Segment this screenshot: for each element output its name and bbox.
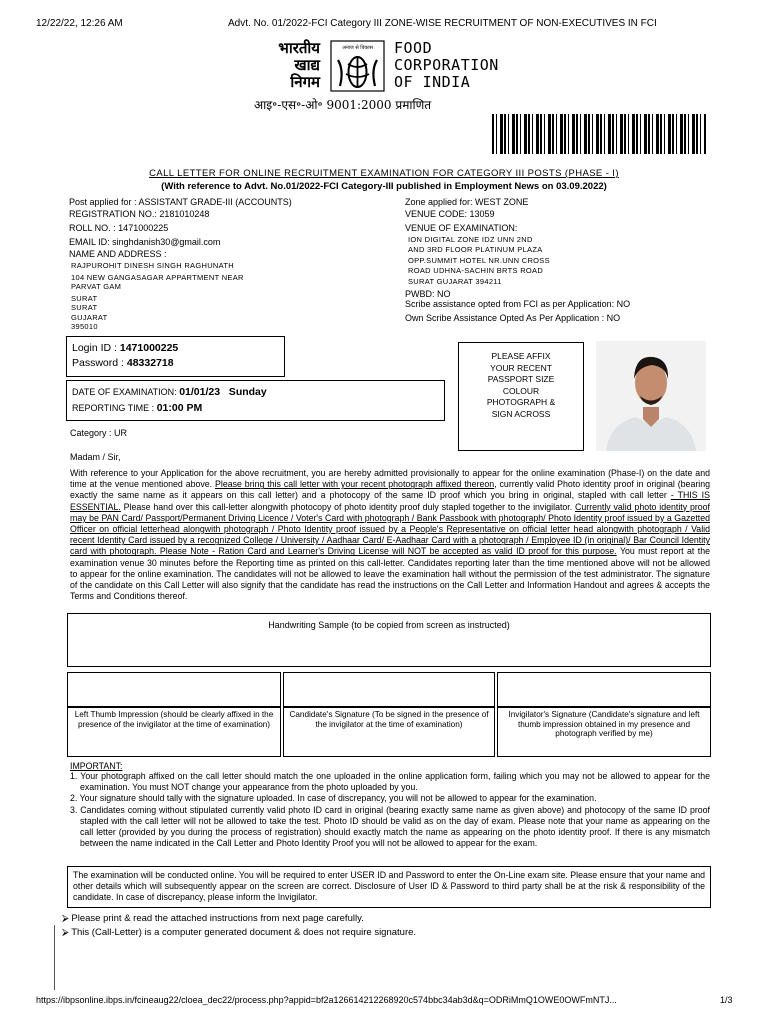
category: Category : UR (70, 428, 128, 438)
venue-address: ION DIGITAL ZONE IDZ UNN 2ND AND 3RD FLOOR PLATINUM PLAZA OPP.SUMMIT HOTEL NR.UNN CROSS ROAD UDHNA-SACHIN BRTS ROAD SURAT GUJARAT 394211 (408, 235, 550, 286)
password-value: 48332718 (126, 357, 174, 369)
page-border-line (54, 925, 55, 990)
password-label: Password : (72, 357, 127, 369)
print-url: https://ibpsonline.ibps.in/fcineaug22/cloea_dec22/process.php?appid=bf2a126614212268920c574bbc34ab3d&q=ODRiMmQ1OWE0OWFmNTJ... (36, 995, 617, 1005)
venue-label: VENUE OF EXAMINATION: (405, 223, 518, 233)
email-id: EMAIL ID: singhdanish30@gmail.com (69, 237, 221, 247)
important-list (70, 771, 710, 849)
pwbd-status: PWBD: NO (405, 289, 451, 299)
name-address-label: NAME AND ADDRESS : (69, 249, 167, 259)
exam-date-value: 01/01/23 Sunday (179, 386, 267, 398)
invigilator-signature-box (497, 672, 711, 707)
important-item-3: 3. Candidates coming without stipulated currently valid photo ID card in original (bearing exactly same name as given above) and photocopy of the same ID proof stapled with the call letter will not be allowed to take the test. Photo ID should be valid as on the day of exam. Please note that your name as appearing on the call letter (provided by you during the process of registration) should exactly match the name as appearing on the photo identity proof. If there is any mismatch between the name indicated in the Call Letter and Photo Identity Proof you will not be allowed to appear for the exam. (70, 804, 710, 849)
important-item-1: 1. Your photograph affixed on the call letter should match the one uploaded in the online application form, failing which you may not be allowed to appear for the examination. You must NOT change your appearance from the photo uploaded by you. (70, 771, 710, 793)
handwriting-sample-box (67, 613, 711, 667)
candidate-signature-caption: Candidate's Signature (To be signed in the presence of the invigilator at the time of examination) (283, 707, 495, 757)
print-datetime: 12/22/22, 12:26 AM (36, 18, 123, 29)
post-applied: Post applied for : ASSISTANT GRADE-III (ACCOUNTS) (69, 197, 292, 207)
thumb-impression-caption: Left Thumb Impression (should be clearly affixed in the presence of the invigilator at the time of examination) (67, 707, 281, 757)
login-box (66, 336, 285, 377)
candidate-address: RAJPUROHIT DINESH SINGH RAGHUNATH 104 NEW GANGASAGAR APPARTMENT NEAR PARVAT GAM SURAT SURAT GUJARAT 395010 (71, 261, 244, 331)
arrow-bullet-icon: ⮚ (62, 913, 69, 924)
reporting-time-label: REPORTING TIME : (72, 403, 157, 413)
candidate-photo (596, 341, 706, 451)
logo-english-text: FOOD CORPORATION OF INDIA (394, 39, 499, 91)
login-id-label: Login ID : (72, 342, 120, 354)
photo-affix-box: PLEASE AFFIX YOUR RECENT PASSPORT SIZE COLOUR PHOTOGRAPH & SIGN ACROSS (458, 342, 584, 451)
login-id-value: 1471000225 (119, 342, 179, 354)
call-letter-subtitle: (With reference to Advt. No.01/2022-FCI Category-III published in Employment News on 03.09.2022) (161, 181, 607, 192)
candidate-signature-box (283, 672, 495, 707)
arrow-bullet-icon: ⮚ (62, 927, 69, 938)
thumb-impression-box (67, 672, 281, 707)
important-item-2: 2. Your signature should tally with the signature uploaded. In case of discrepancy, you will not be allowed to appear for the examination. (70, 793, 597, 804)
handwriting-sample-label: Handwriting Sample (to be copied from screen as instructed) (268, 620, 510, 630)
important-heading: IMPORTANT: (70, 761, 123, 771)
print-page-title: Advt. No. 01/2022-FCI Category III ZONE-WISE RECRUITMENT OF NON-EXECUTIVES IN FCI (228, 18, 657, 29)
instruction-paragraph: With reference to your Application for the above recruitment, you are hereby admitted provisionally to appear for the online examination (Phase-I) on the date and time at the venue mentioned above. Please bring this call letter with your recent photograph affixed thereon, currently valid Photo identity proof in original (bearing exactly the same name as it appears on this call letter) and a photocopy of the same ID proof which you bring in original, stapled with call letter - THIS IS ESSENTIAL. Please hand over this call-letter alongwith photocopy of photo identity proof duly stapled together to the invigilator. Currently valid photo identity proof may be PAN Card/ Passport/Permanent Driving Licence / Voter's Card with photograph / Bank Passbook with photograph/ Photo Identity proof issued by a Gazetted Officer on official letterhead alongwith photograph / Photo Identity proof issued by a People's Representative on official letter head alongwith photograph / Valid recent Identity Card issued by a recognized College / University / Aadhaar Card/ E-Aadhaar Card with a photograph / Employee ID (in original)/ Bar Council Identity card with photograph. Please Note - Ration Card and Learner's Driving License will NOT be accepted as valid ID proof for this purpose. You must report at the examination venue 30 minutes before the Reporting time as printed on this call-letter. Candidates reporting later than the time mentioned above will not be allowed to appear for the online examination. The candidates will not be allowed to leave the examination hall without the permission of the test administrator. The signature of the candidate on this Call Letter will also signify that the candidate has read the instructions on the Call Letter and Information Handout and agrees & accepts the Terms and Conditions thereof. (70, 468, 711, 602)
roll-no: ROLL NO. : 1471000225 (69, 223, 169, 233)
call-letter-title: CALL LETTER FOR ONLINE RECRUITMENT EXAMINATION FOR CATEGORY III POSTS (PHASE - I) (149, 168, 619, 179)
own-scribe: Own Scribe Assistance Opted As Per Application : NO (405, 313, 621, 323)
registration-no: REGISTRATION NO.: 2181010248 (69, 209, 210, 219)
online-exam-notice: The examination will be conducted online. You will be required to enter USER ID and Password to enter the On-Line exam site. Please ensure that your name and other details which will subsequently appear on the screen are correct. Disclosure of User ID & Password to third party shall be at the risk & responsibility of the candidate. In case of discrepancy, please inform the Invigilator. (67, 866, 711, 908)
invigilator-signature-caption: Invigilator's Signature (Candidate's signature and left thumb impression obtained in my presence and photograph verified by me) (497, 707, 711, 757)
scribe-fci: Scribe assistance opted from FCI as per Application: NO (405, 299, 631, 309)
iso-certification: आइ॰-एस॰-ओ॰ 9001:2000 प्रमाणित (254, 98, 432, 112)
salutation: Madam / Sir, (70, 452, 121, 462)
bullet-print-instructions: ⮚ Please print & read the attached instructions from next page carefully. (62, 913, 364, 924)
bullet-computer-generated: ⮚ This (Call-Letter) is a computer generated document & does not require signature. (62, 927, 417, 938)
emblem-motto: अनाज से विकास (342, 45, 373, 51)
reporting-time-value: 01:00 PM (156, 402, 203, 414)
exam-date-box (66, 380, 445, 421)
logo-hindi-text: भारतीय खाद्य निगम (278, 39, 320, 91)
exam-date-label: DATE OF EXAMINATION: (72, 387, 180, 397)
print-page-number: 1/3 (720, 995, 733, 1005)
zone-applied: Zone applied for: WEST ZONE (405, 197, 529, 207)
venue-code: VENUE CODE: 13059 (405, 209, 495, 219)
barcode (492, 114, 706, 154)
fci-emblem-icon (330, 40, 385, 92)
